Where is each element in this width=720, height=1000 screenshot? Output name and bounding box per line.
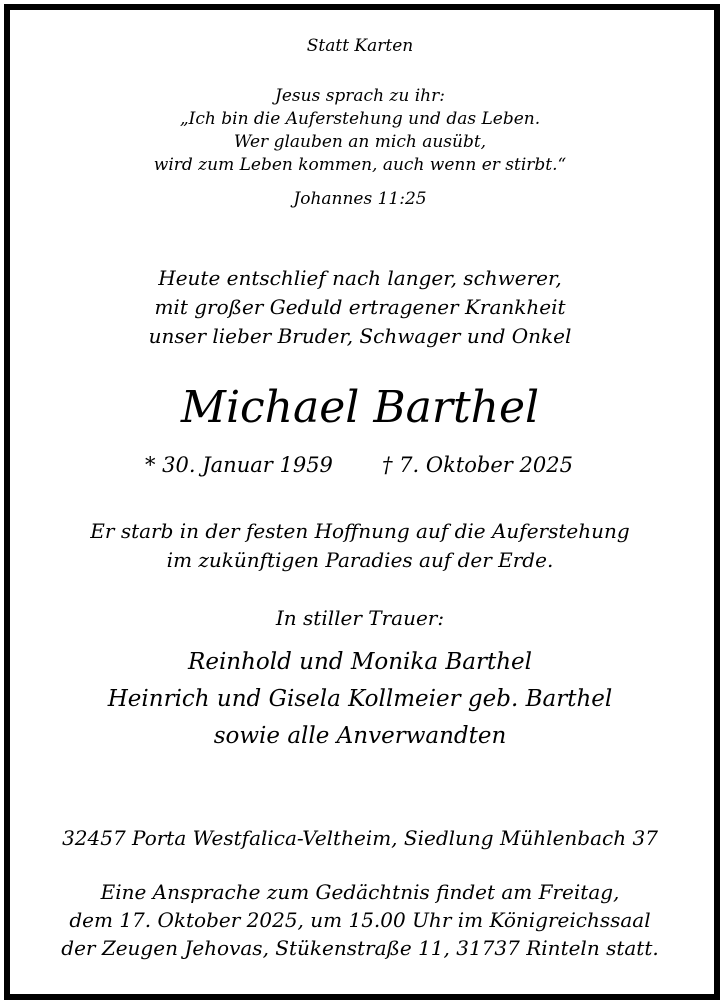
mourners-heading: In stiller Trauer:	[275, 606, 445, 630]
announcement-line: mit großer Geduld ertragener Krankheit	[154, 295, 566, 319]
scripture-line: wird zum Leben kommen, auch wenn er stirbt.“	[153, 155, 567, 175]
mourner-line: Heinrich und Gisela Kollmeier geb. Barthel	[107, 686, 613, 712]
birth-date: * 30. Januar 1959	[145, 453, 333, 477]
service-line: dem 17. Oktober 2025, um 15.00 Uhr im Königreichssaal	[69, 908, 651, 932]
deceased-name: Michael Barthel	[180, 382, 540, 433]
announcement-line: Heute entschlief nach langer, schwerer,	[158, 266, 562, 290]
scripture-intro: Jesus sprach zu ihr:	[275, 86, 445, 106]
service-line: Eine Ansprache zum Gedächtnis findet am Freitag,	[100, 880, 620, 904]
scripture-line: Wer glauben an mich ausübt,	[233, 132, 487, 152]
scripture-line: „Ich bin die Auferstehung und das Leben.	[179, 109, 541, 129]
family-address: 32457 Porta Westfalica-Veltheim, Siedlung Mühlenbach 37	[62, 826, 658, 850]
header-text: Statt Karten	[306, 36, 414, 56]
mourner-line: sowie alle Anverwandten	[213, 723, 507, 749]
death-date: † 7. Oktober 2025	[382, 453, 573, 477]
announcement-line: unser lieber Bruder, Schwager und Onkel	[148, 324, 572, 348]
hope-line: im zukünftigen Paradies auf der Erde.	[166, 548, 554, 572]
hope-line: Er starb in der festen Hoffnung auf die Auferstehung	[90, 519, 630, 543]
scripture-reference: Johannes 11:25	[293, 189, 427, 209]
mourner-line: Reinhold und Monika Barthel	[188, 649, 532, 675]
service-line: der Zeugen Jehovas, Stükenstraße 11, 31737 Rinteln statt.	[61, 936, 659, 960]
